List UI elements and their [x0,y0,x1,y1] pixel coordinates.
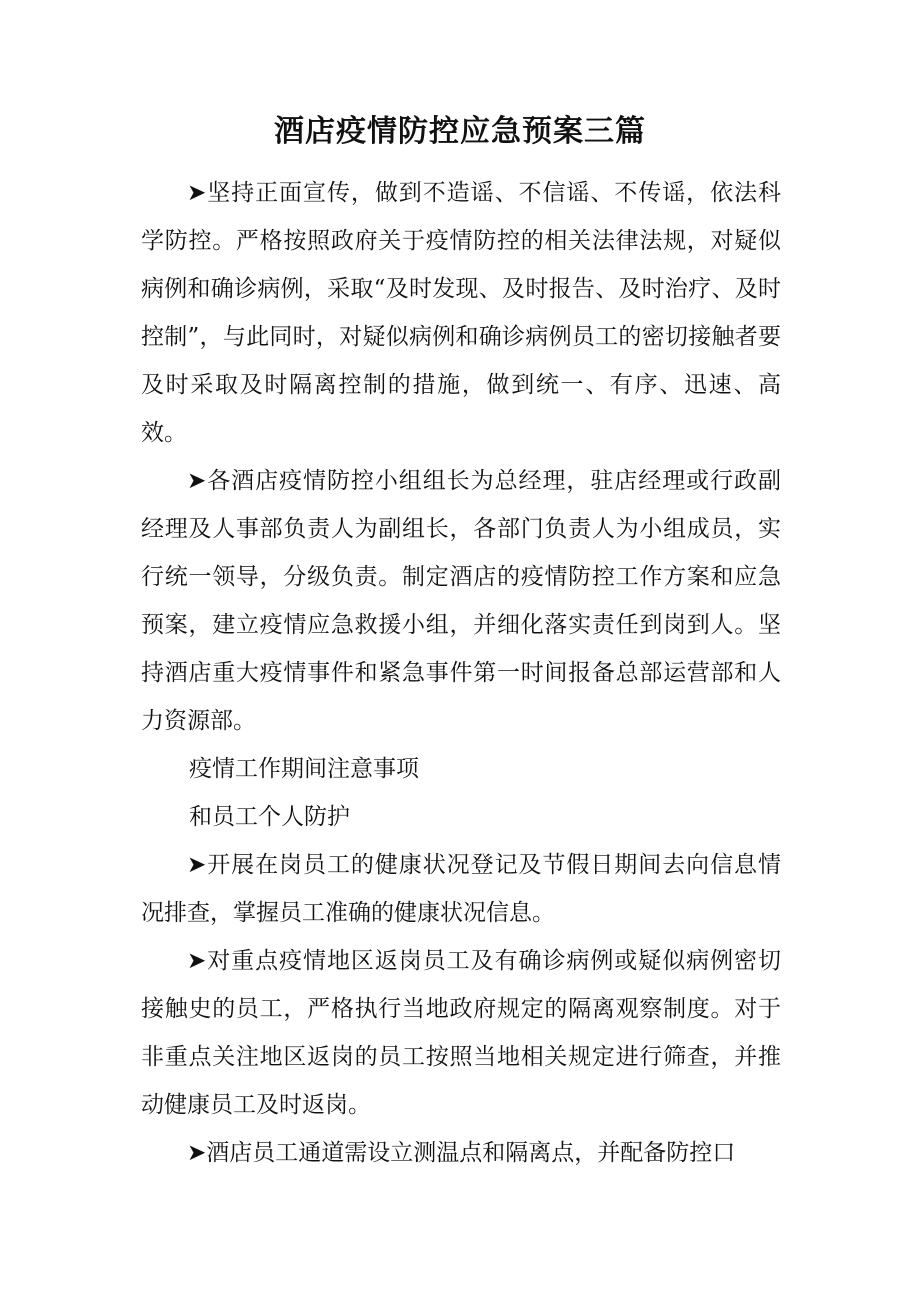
section-heading-notes: 疫情工作期间注意事项 [189,756,419,782]
document-title: 酒店疫情防控应急预案三篇 [274,114,646,149]
paragraph-temperature-check: ➤酒店员工通道需设立测温点和隔离点，并配备防控口 [187,1140,736,1166]
paragraph-leadership: ➤各酒店疫情防控小组组长为总经理，驻店经理或行政副经理及人事部负责人为副组长，各部门负责人为小组成员，实行统一领导，分级负责。制定酒店的疫情防控工作方案和应急预案，建立疫情应急救援小组，并细化落实责任到岗到人。坚持酒店重大疫情事件和紧急事件第一时间报备总部运营部和人力资源部。 [141,468,781,734]
paragraph-health-registration: ➤开展在岗员工的健康状况登记及节假日期间去向信息情况排查，掌握员工准确的健康状况信息。 [141,852,781,926]
paragraph-quarantine: ➤对重点疫情地区返岗员工及有确诊病例或疑似病例密切接触史的员工，严格执行当地政府规定的隔离观察制度。对于非重点关注地区返岗的员工按照当地相关规定进行筛查，并推动健康员工及时返岗。 [141,948,781,1118]
paragraph-publicity: ➤坚持正面宣传，做到不造谣、不信谣、不传谣，依法科学防控。严格按照政府关于疫情防控的相关法律法规，对疑似病例和确诊病例，采取“及时发现、及时报告、及时治疗、及时控制”，与此同时，对疑似病例和确诊病例员工的密切接触者要及时采取及时隔离控制的措施，做到统一、有序、迅速、高效。 [141,180,781,446]
section-heading-protection: 和员工个人防护 [189,804,350,830]
document-body [141,169,781,1177]
